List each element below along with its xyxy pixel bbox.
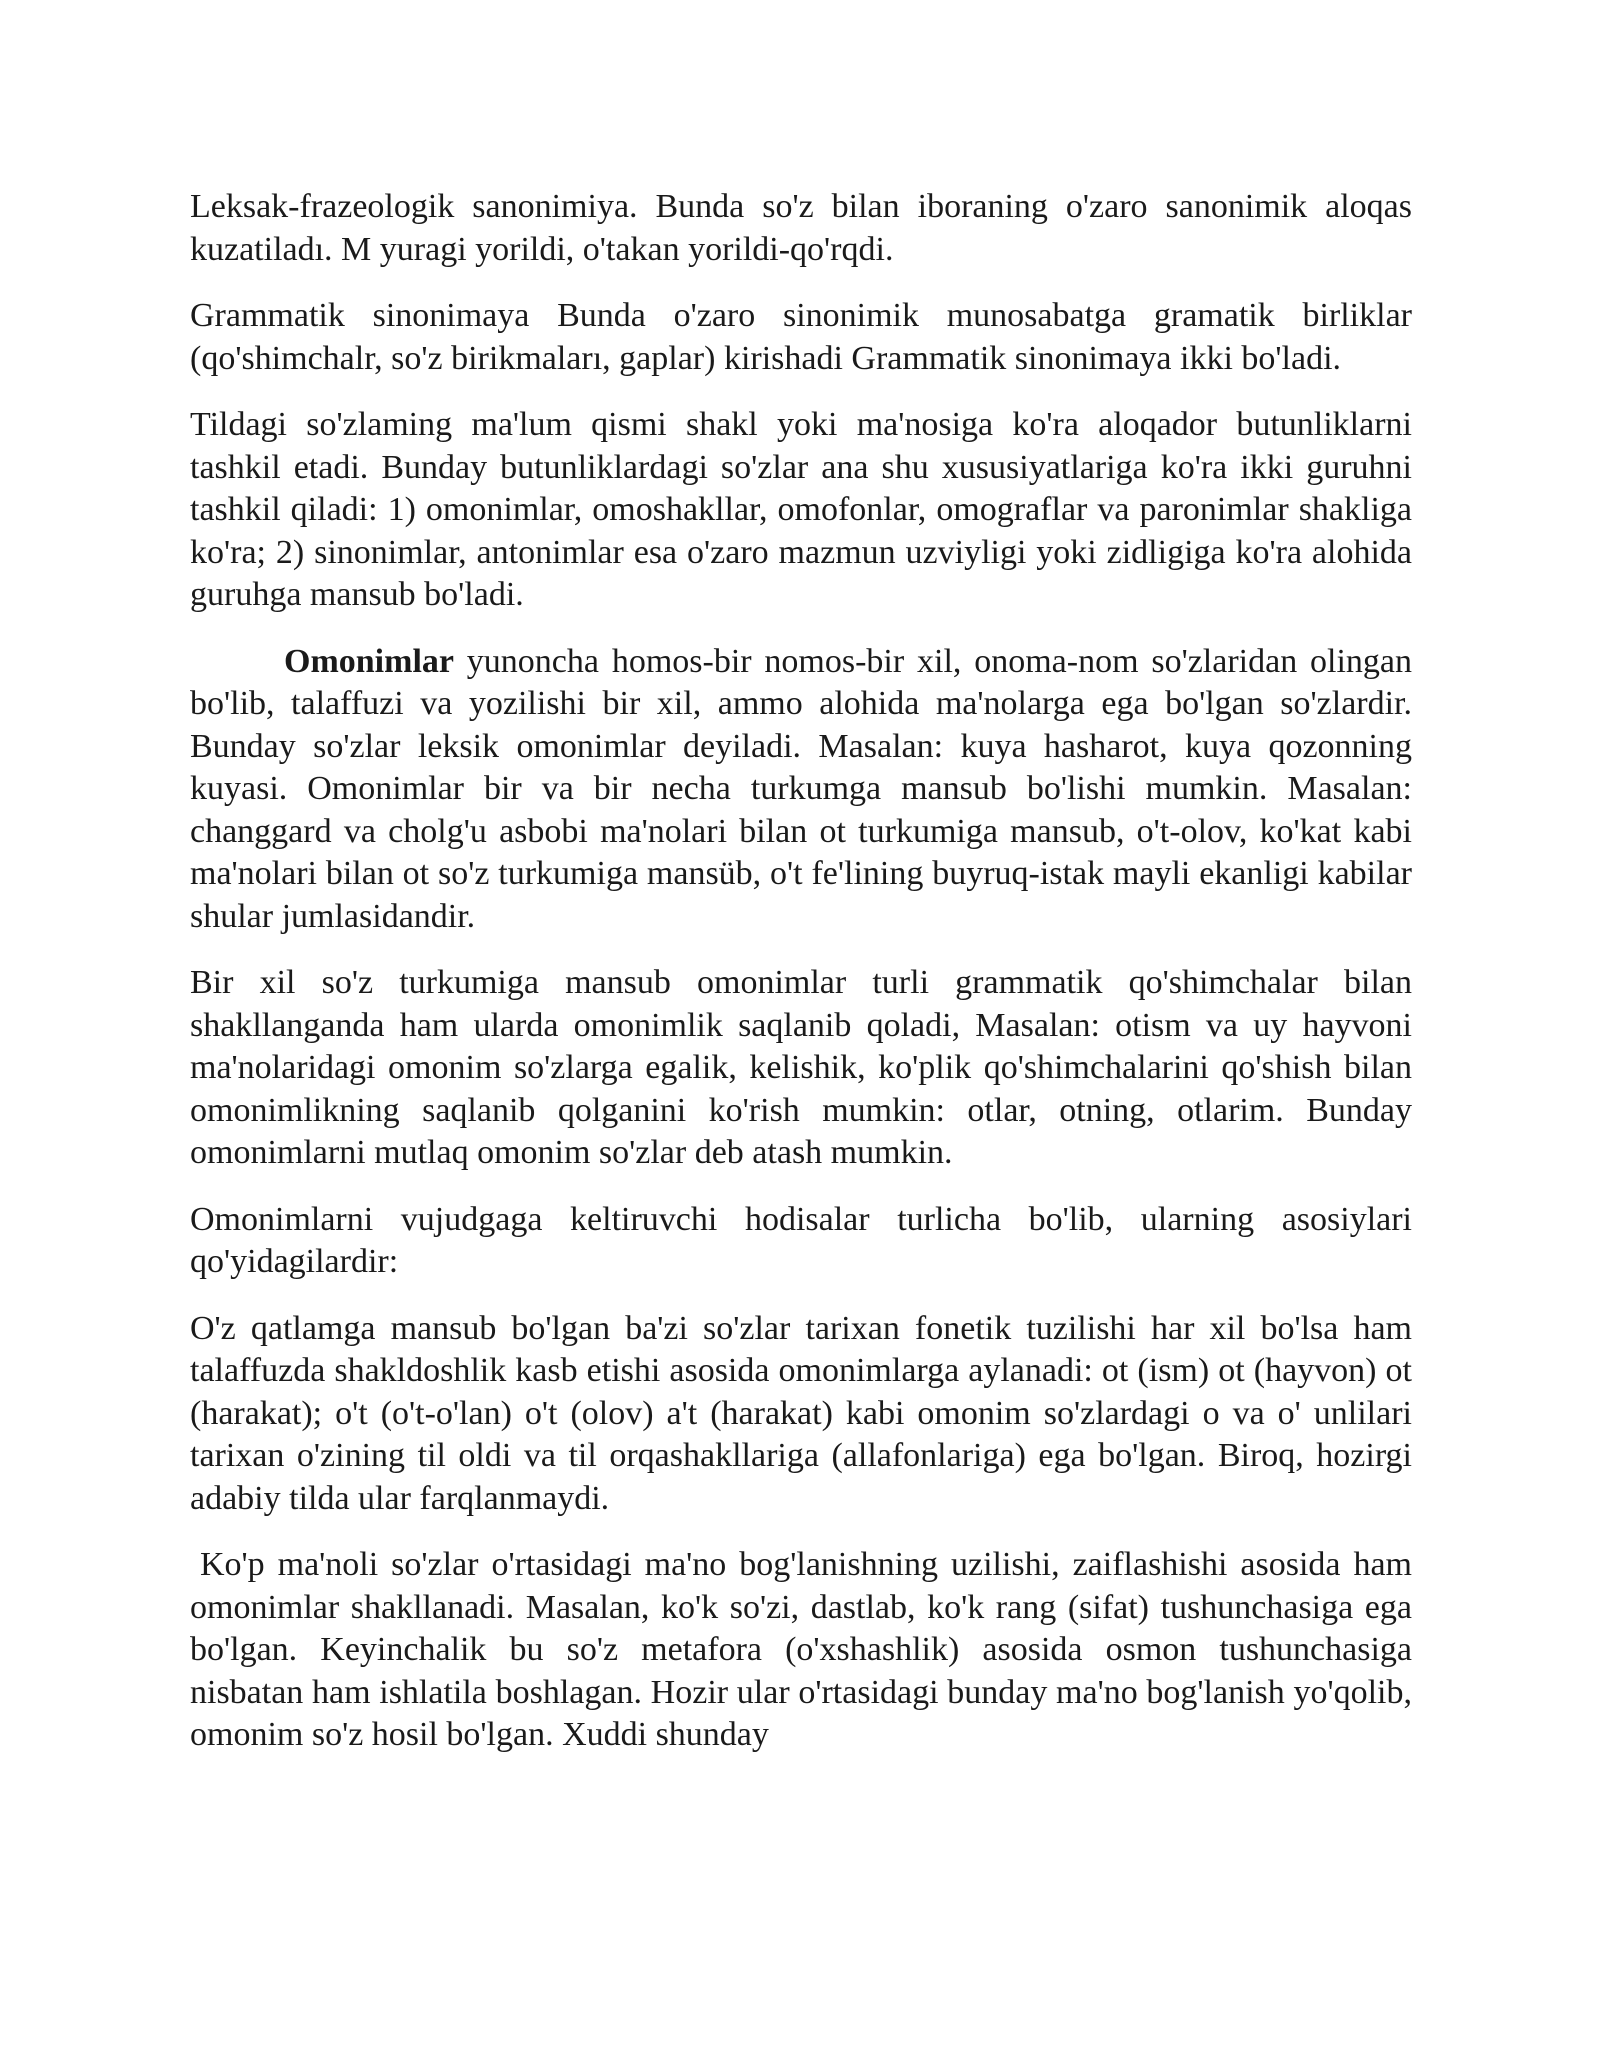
paragraph-lexical-phraseological-synonymy: Leksak-frazeologik sanonimiya. Bunda so'z bilan iboraning o'zaro sanonimik aloqas kuzatiladı. M yuragi yorildi, o'takan yorildi-qo'rqdi.	[190, 188, 1412, 268]
term-omonimlar: Omonimlar	[284, 642, 454, 680]
paragraph-homonym-sources: Omonimlarni vujudgaga keltiruvchi hodisalar turlicha bo'lib, ularning asosiylari qo'yidagilardir:	[190, 1200, 1412, 1280]
paragraph-word-groups: Tildagi so'zlaming ma'lum qismi shakl yoki ma'nosiga ko'ra aloqador butunliklarni tashkil etadi. Bunday butunliklardagi so'zlar ana shu xususiyatlariga ko'ra ikki guruhni tashkil qiladi: 1) omonimlar, omoshakllar, omofonlar, omograflar va paronimlar shakliga ko'ra; 2) sinonimlar, antonimlar esa o'zaro mazmun uzviyligi yoki zidligiga ko'ra alohida guruhga mansub bo'ladi.	[190, 406, 1412, 613]
paragraph-polysemy-homonyms: Ko'p ma'noli so'zlar o'rtasidagi ma'no bog'lanishning uzilishi, zaiflashishi asosida ham omonimlar shakllanadi. Masalan, ko'k so'zi, dastlab, ko'k rang (sifat) tushunchasiga ega bo'lgan. Keyinchalik bu so'z metafora (o'xshashlik) asosida osmon tushunchasiga nisbatan ham ishlatila boshlagan. Hozir ular o'rtasidagi bunday ma'no bog'lanish yo'qolib, omonim so'z hosil bo'lgan. Xuddi shunday	[190, 1546, 1412, 1753]
paragraph-grammatical-synonymy: Grammatik sinonimaya Bunda o'zaro sinonimik munosabatga gramatik birliklar (qo'shimchalr, so'z birikmaları, gaplar) kirishadi Grammatik sinonimaya ikki bo'ladi.	[190, 297, 1412, 377]
document-page	[190, 186, 1412, 1781]
paragraph-omonimlar-definition	[190, 641, 1412, 939]
paragraph-omonimlar-body: yunoncha homos-bir nomos-bir xil, onoma-nom so'zlaridan olingan bo'lib, talaffuzi va yozilishi bir xil, ammo alohida ma'nolarga ega bo'lgan so'zlardir. Bunday so'zlar leksik omonimlar deyiladi. Masalan: kuya hasharot, kuya qozonning kuyasi. Omonimlar bir va bir necha turkumga mansub bo'lishi mumkin. Masalan: changgard va cholg'u asbobi ma'nolari bilan ot turkumiga mansub, o't-olov, ko'kat kabi ma'nolari bilan ot so'z turkumiga mansüb, o't fe'lining buyruq-istak mayli ekanligi kabilar shular jumlasidandir.	[190, 642, 1412, 935]
paragraph-absolute-homonyms: Bir xil so'z turkumiga mansub omonimlar turli grammatik qo'shimchalar bilan shakllanganda ham ularda omonimlik saqlanib qoladi, Masalan: otism va uy hayvoni ma'nolaridagi omonim so'zlarga egalik, kelishik, ko'plik qo'shimchalarini qo'shish bilan omonimlikning saqlanib qolganini ko'rish mumkin: otlar, otning, otlarim. Bunday omonimlarni mutlaq omonim so'zlar deb atash mumkin.	[190, 964, 1412, 1171]
paragraph-phonetic-homonyms: O'z qatlamga mansub bo'lgan ba'zi so'zlar tarixan fonetik tuzilishi har xil bo'lsa ham talaffuzda shakldoshlik kasb etishi asosida omonimlarga aylanadi: ot (ism) ot (hayvon) ot (harakat); o't (o't-o'lan) o't (olov) a't (harakat) kabi omonim so'zlardagi o va o' unlilari tarixan o'zining til oldi va til orqashakllariga (allafonlariga) ega bo'lgan. Biroq, hozirgi adabiy tilda ular farqlanmaydi.	[190, 1309, 1412, 1517]
